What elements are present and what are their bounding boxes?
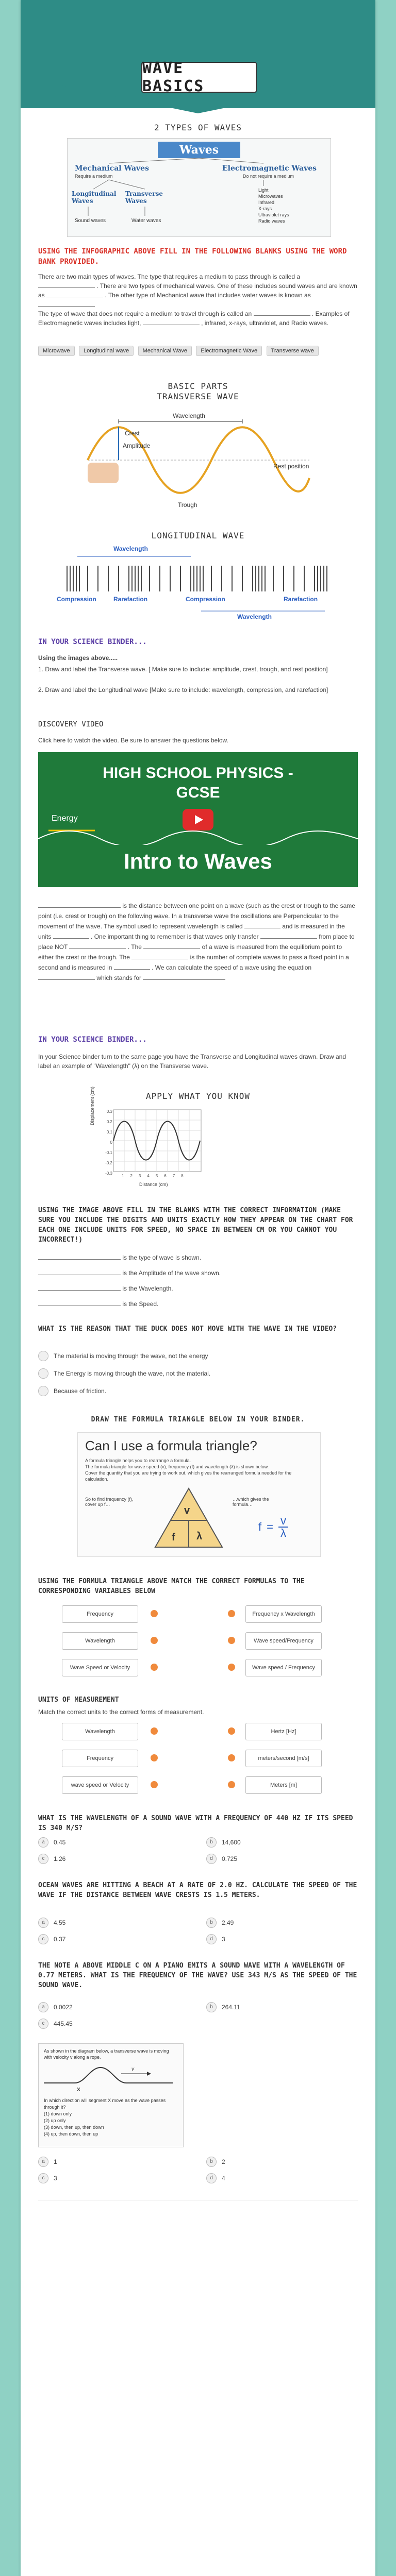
triangle-title: Can I use a formula triangle?	[85, 1438, 257, 1453]
match-connector-dot[interactable]	[228, 1727, 235, 1735]
q1-option-a[interactable]	[38, 1837, 65, 1848]
fill-text: . The other type of Mechanical wave that includes water waves is known as	[105, 292, 311, 299]
apply-question-heading: USING THE IMAGE ABOVE FILL IN THE BLANKS WITH THE CORRECT INFORMATION (MAKE SURE YOU INCLUDE THE DIGITS AND UNITS EXACTLY HOW THEY APPEAR ON THE CHART FOR EACH ONE INCLUDE UNITS FOR SPEED, NO SPACE IN BETWEEN CM OR YOU CANNOT YOU INCORRECT!)	[38, 1207, 353, 1244]
trough-label: Trough	[178, 501, 197, 509]
triangle-f: f	[172, 1532, 175, 1543]
triangle-lambda: λ	[196, 1531, 203, 1542]
q4-x-label: X	[77, 2087, 80, 2093]
radio-icon[interactable]: a	[38, 2002, 48, 2012]
match-1-heading: USING THE FORMULA TRIANGLE ABOVE MATCH THE CORRECT FORMULAS TO THE CORRESPONDING VARIABLES BELOW	[38, 1578, 305, 1595]
option-text: 2.49	[222, 1919, 234, 1926]
q2-heading: OCEAN WAVES ARE HITTING A BEACH AT A RATE OF 2.0 HZ. CALCULATE THE SPEED OF THE WAVE IF THE DISTANCE BETWEEN WAVE CRESTS IS 1.5 METERS.	[38, 1882, 357, 1899]
q4-rope-drawing	[44, 2062, 178, 2093]
result-eq: =	[267, 1520, 273, 1533]
video-instruction[interactable]: Click here to watch the video. Be sure to answer the questions below.	[38, 737, 228, 744]
x-tick: 1	[122, 1174, 124, 1178]
triangle-desc-line: Cover the quantity that you are trying to work out, which gives the rearranged formula needed for the calculation.	[85, 1470, 292, 1482]
q2-option-a[interactable]	[38, 1918, 65, 1928]
fill-text: of a wave is measured from the equilibrium point to either the crest or the trough. The	[38, 943, 342, 961]
rest-position-label: Rest position	[273, 463, 309, 470]
match-2-heading: UNITS OF MEASUREMENT	[38, 1696, 119, 1704]
q4-option-b[interactable]	[206, 2157, 225, 2167]
y-tick: 0	[110, 1140, 112, 1145]
em-item: X-rays	[258, 206, 272, 211]
radio-icon[interactable]	[38, 1351, 48, 1361]
word-bank	[38, 344, 348, 358]
longitudinal-heading: LONGITUDINAL WAVE	[151, 531, 245, 540]
apply-x-ticks	[122, 1174, 184, 1178]
transverse-diagram	[77, 406, 320, 514]
blank-input[interactable]	[53, 932, 89, 939]
radio-icon[interactable]: d	[206, 2173, 217, 2183]
blank-input[interactable]	[143, 973, 225, 980]
option-text: 4.55	[54, 1919, 66, 1926]
fill-paragraph-1	[38, 272, 358, 309]
apply-line-1	[38, 1253, 358, 1262]
fill-text: is the number of complete waves to pass a fixed point in a second and is measured in	[38, 954, 349, 971]
fill-text: which stands for	[96, 974, 142, 981]
triangle-desc-line: The formula triangle for wave speed (v), frequency (f) and wavelength (λ) is shown below.	[85, 1464, 269, 1469]
radio-icon[interactable]: c	[38, 1854, 48, 1864]
radio-icon[interactable]: d	[206, 1934, 217, 1944]
blank-input[interactable]	[143, 942, 200, 949]
blank-input[interactable]	[38, 901, 121, 908]
crest-label: Crest	[125, 430, 140, 437]
binder-item-1: 1. Draw and label the Transverse wave. [ Make sure to include: amplitude, crest, trough, and rest position]	[38, 666, 328, 673]
option-text: The Energy is moving through the wave, not the material.	[54, 1370, 211, 1377]
q1-option-c[interactable]	[38, 1854, 65, 1864]
blank-input[interactable]	[69, 942, 126, 949]
option-text: 445.45	[54, 2020, 73, 2027]
apply-y-label: Displacement (cm)	[90, 1086, 95, 1125]
types-heading: 2 TYPES OF WAVES	[154, 123, 242, 132]
option-text: 1.26	[54, 1855, 66, 1862]
radio-icon[interactable]: b	[206, 1918, 217, 1928]
match-connector-dot[interactable]	[228, 1610, 235, 1617]
waves-title: Waves	[158, 142, 240, 158]
q1-heading: WHAT IS THE WAVELENGTH OF A SOUND WAVE WITH A FREQUENCY OF 440 HZ IF ITS SPEED IS 340 M/S?	[38, 1815, 353, 1832]
triangle-side-1: So to find frequency (f), cover up f…	[85, 1497, 134, 1507]
match-connector-dot[interactable]	[228, 1754, 235, 1761]
option-text: 3	[54, 2175, 57, 2182]
apply-heading: APPLY WHAT YOU KNOW	[145, 1091, 251, 1101]
apply-y-ticks	[101, 1107, 112, 1179]
longitudinal-diagram	[57, 545, 339, 622]
blank-input[interactable]	[38, 300, 95, 307]
triangle-desc	[85, 1458, 312, 1482]
fill-text: The type of wave that does not require a medium to travel through is called an	[38, 310, 252, 317]
fill-text: . We can calculate the speed of a wave using the equation	[152, 964, 312, 971]
q3-option-b[interactable]	[206, 2002, 240, 2012]
x-tick: 4	[147, 1174, 150, 1178]
q2-option-c[interactable]	[38, 1934, 65, 1944]
waves-infographic	[67, 138, 331, 237]
match-left-box[interactable]: Frequency	[62, 1750, 138, 1767]
infographic-connectors	[68, 139, 331, 236]
blank-input[interactable]	[260, 932, 317, 939]
mechanical-sub: Require a medium	[75, 174, 113, 179]
radio-icon[interactable]: c	[38, 1934, 48, 1944]
binder-heading-2: IN YOUR SCIENCE BINDER...	[38, 1036, 147, 1044]
em-item: Infrared	[258, 200, 275, 205]
y-tick: -0.1	[105, 1150, 112, 1155]
radio-icon[interactable]: c	[38, 2019, 48, 2029]
radio-icon[interactable]: b	[206, 2002, 217, 2012]
blank-input[interactable]	[38, 281, 95, 288]
duck-option-2[interactable]	[38, 1368, 210, 1379]
triangle-result	[258, 1515, 288, 1539]
word-chip[interactable]: Electromagnetic Wave	[196, 346, 262, 356]
triangle-heading: DRAW THE FORMULA TRIANGLE BELOW IN YOUR BINDER.	[91, 1416, 305, 1423]
result-fraction	[278, 1515, 288, 1539]
video-fill-paragraph	[38, 901, 358, 983]
x-tick: 2	[130, 1174, 133, 1178]
transverse-subheading: TRANSVERSE WAVE	[157, 392, 239, 401]
em-item: Ultraviolet rays	[258, 212, 289, 217]
match-left-box[interactable]: Wave Speed or Velocity	[62, 1659, 138, 1676]
match-right-box[interactable]: Wave speed / Frequency	[245, 1659, 322, 1676]
blank-input[interactable]	[38, 973, 95, 980]
apply-line-2	[38, 1268, 358, 1278]
match-left-box[interactable]: Wavelength	[62, 1723, 138, 1740]
electromagnetic-sub: Do not require a medium	[243, 174, 294, 179]
fill-text: . There are two types of mechanical waves. One of these includes sound waves and are known as	[38, 282, 357, 299]
match-connector-dot[interactable]	[151, 1781, 158, 1788]
duck-option-3[interactable]	[38, 1386, 106, 1396]
x-tick: 5	[155, 1174, 158, 1178]
option-text: 4	[222, 2175, 225, 2182]
em-examples-list	[258, 187, 289, 224]
apply-x-label: Distance (cm)	[139, 1182, 168, 1187]
video-energy-label: Energy	[52, 814, 78, 823]
word-chip[interactable]: Longitudinal wave	[79, 346, 134, 356]
option-text: 0.0022	[54, 2004, 73, 2011]
word-chip[interactable]: Mechanical Wave	[138, 346, 192, 356]
binder-heading-1: IN YOUR SCIENCE BINDER...	[38, 638, 147, 646]
x-tick: 7	[172, 1174, 175, 1178]
q2-option-b[interactable]	[206, 1918, 234, 1928]
fill-text: is the Amplitude of the wave shown.	[122, 1269, 221, 1277]
match-right-box[interactable]: Wave speed/Frequency	[245, 1632, 322, 1650]
duck-question: WHAT IS THE REASON THAT THE DUCK DOES NOT MOVE WITH THE WAVE IN THE VIDEO?	[38, 1325, 337, 1333]
sound-waves-label: Sound waves	[75, 218, 106, 224]
q4-image	[38, 2043, 184, 2147]
radio-icon[interactable]: d	[206, 1854, 217, 1864]
em-item: Radio waves	[258, 218, 285, 224]
match-connector-dot[interactable]	[151, 1637, 158, 1644]
fill-paragraph-2	[38, 309, 358, 328]
option-text: 3	[222, 1936, 225, 1943]
fill-text: and is measured in the units	[38, 923, 345, 940]
basic-parts-heading: BASIC PARTS	[168, 381, 228, 391]
option-text: 0.37	[54, 1936, 66, 1943]
x-tick: 8	[181, 1174, 184, 1178]
triangle-shape	[150, 1484, 227, 1551]
option-text: The material is moving through the wave, not the energy	[54, 1352, 208, 1360]
compression-right-label: Compression	[186, 596, 225, 603]
q4-v-label: v	[131, 2066, 134, 2072]
video-line-1: HIGH SCHOOL PHYSICS -	[103, 765, 293, 782]
worksheet-page	[21, 0, 375, 2576]
option-text: 0.45	[54, 1839, 66, 1846]
q4-option-d[interactable]	[206, 2173, 225, 2183]
page-title: WAVE BASICS	[141, 62, 257, 93]
radio-icon[interactable]	[38, 1368, 48, 1379]
match-left-box[interactable]: Wavelength	[62, 1632, 138, 1650]
q3-heading: THE NOTE A ABOVE MIDDLE C ON A PIANO EMITS A SOUND WAVE WITH A WAVELENGTH OF 0.77 METERS. WHAT IS THE FREQUENCY OF THE WAVE? USE 343 M/S AS THE SPEED OF THE SOUND WAVE.	[38, 1962, 357, 1989]
word-chip[interactable]: Microwave	[38, 346, 75, 356]
apply-line-3	[38, 1284, 358, 1293]
blank-input[interactable]	[131, 953, 188, 959]
blank-input[interactable]	[38, 1299, 121, 1306]
duck-option-1[interactable]	[38, 1351, 208, 1361]
radio-icon[interactable]: b	[206, 2157, 217, 2167]
water-waves-label: Water waves	[131, 218, 161, 224]
radio-icon[interactable]: a	[38, 1837, 48, 1848]
x-tick: 6	[164, 1174, 167, 1178]
match-left-box[interactable]: wave speed or Velocity	[62, 1776, 138, 1794]
triangle-v: v	[184, 1505, 190, 1516]
transverse-label: Transverse Waves	[125, 190, 163, 205]
q4-option-c[interactable]	[38, 2173, 57, 2183]
binder-2-text: In your Science binder turn to the same page you have the Transverse and Longitudinal waves drawn. Draw and label an example of "Wavelength" (λ) on the Transverse wave.	[38, 1053, 346, 1070]
fill-text: There are two main types of waves. The type that requires a medium to pass through is called a	[38, 273, 301, 280]
fill-text: , infrared, x-rays, ultraviolet, and Radio waves.	[201, 319, 328, 327]
y-tick: -0.3	[105, 1171, 112, 1176]
rarefaction-left-label: Rarefaction	[113, 596, 148, 603]
fill-text: . The	[127, 943, 142, 951]
y-tick: 0.3	[106, 1109, 112, 1114]
fill-text: . Examples of Electromagnetic waves includes light,	[38, 310, 350, 327]
match-left-box[interactable]: Frequency	[62, 1605, 138, 1623]
y-tick: 0.1	[106, 1130, 112, 1134]
option-text: Because of friction.	[54, 1387, 107, 1395]
match-connector-dot[interactable]	[228, 1781, 235, 1788]
play-button[interactable]	[183, 809, 213, 831]
formula-triangle-image	[77, 1432, 321, 1557]
wavelength-bottom-label: Wavelength	[237, 613, 272, 620]
match-connector-dot[interactable]	[151, 1727, 158, 1735]
em-item: Light	[258, 188, 269, 193]
match-connector-dot[interactable]	[151, 1664, 158, 1671]
q4-image-line: (2) up only	[44, 2118, 66, 2123]
fill-text: is the distance between one point on a wave (such as the crest or trough to the same point (i.e. crest or trough) on the following wave. In a transverse wave the oscillations are Perpendicular to the movement of the wave. The symbol used to represent wavelength is called	[38, 902, 355, 930]
radio-icon[interactable]: b	[206, 1837, 217, 1848]
word-chip[interactable]: Transverse wave	[267, 346, 319, 356]
match-right-box[interactable]: Frequency x Wavelength	[245, 1605, 322, 1623]
longitudinal-wave-drawing	[57, 545, 339, 622]
transverse-wave-drawing	[77, 406, 320, 514]
blank-input[interactable]	[38, 1284, 121, 1291]
result-top: v	[278, 1515, 288, 1528]
q3-option-c[interactable]	[38, 2019, 73, 2029]
video-title: Intro to Waves	[124, 849, 272, 873]
option-text: 2	[222, 2158, 225, 2165]
q1-option-b[interactable]	[206, 1837, 241, 1848]
binder-item-2: 2. Draw and label the Longitudinal wave [Make sure to include: wavelength, compression, and rarefaction]	[38, 686, 328, 693]
blank-input[interactable]	[46, 291, 103, 297]
option-text: 264.11	[222, 2004, 240, 2011]
option-text: 14,600	[222, 1839, 241, 1846]
blank-input[interactable]	[143, 318, 200, 325]
match-right-box[interactable]: Hertz [Hz]	[245, 1723, 322, 1740]
radio-icon[interactable]: c	[38, 2173, 48, 2183]
blank-input[interactable]	[38, 1268, 121, 1275]
match-2-sub: Match the correct units to the correct forms of measurement.	[38, 1708, 204, 1716]
apply-line-4	[38, 1299, 358, 1309]
electromagnetic-label: Electromagnetic Waves	[222, 164, 317, 173]
triangle-desc-line: A formula triangle helps you to rearrange a formula.	[85, 1458, 191, 1463]
video-thumbnail[interactable]	[38, 752, 358, 887]
fill-text: from place to place NOT	[38, 933, 355, 951]
q4-image-line: (1) down only	[44, 2111, 72, 2116]
q1-option-d[interactable]	[206, 1854, 237, 1864]
fill-heading: USING THE INFOGRAPHIC ABOVE FILL IN THE FOLLOWING BLANKS USING THE WORD BANK PROVIDED.	[38, 247, 347, 266]
match-connector-dot[interactable]	[228, 1664, 235, 1671]
q4-image-line: In which direction will segment X move as the wave passes through it?	[44, 2098, 166, 2110]
fill-text: is the Wavelength.	[122, 1285, 173, 1292]
rarefaction-right-label: Rarefaction	[284, 596, 318, 603]
fill-text: is the Speed.	[122, 1300, 159, 1308]
fill-text: . One important thing to remember is that waves only transfer	[91, 933, 259, 940]
match-right-box[interactable]: meters/second [m/s]	[245, 1750, 322, 1767]
option-text: 1	[54, 2158, 57, 2165]
video-heading: DISCOVERY VIDEO	[38, 720, 104, 728]
match-right-box[interactable]: Meters [m]	[245, 1776, 322, 1794]
q4-option-a[interactable]	[38, 2157, 57, 2167]
blank-input[interactable]	[244, 922, 280, 928]
compression-left-label: Compression	[57, 596, 96, 603]
y-tick: -0.2	[105, 1161, 112, 1165]
blank-input[interactable]	[254, 309, 310, 316]
q2-option-d[interactable]	[206, 1934, 225, 1944]
match-connector-dot[interactable]	[151, 1754, 158, 1761]
q3-option-a[interactable]	[38, 2002, 73, 2012]
result-bottom: λ	[280, 1527, 286, 1539]
wavelength-top-label: Wavelength	[113, 545, 148, 552]
blank-input[interactable]	[38, 1253, 121, 1260]
wavelength-label: Wavelength	[173, 412, 205, 419]
q4-image-text-1: As shown in the diagram below, a transverse wave is moving with velocity v along a rope.	[44, 2048, 169, 2060]
radio-icon[interactable]: a	[38, 1918, 48, 1928]
em-item: Microwaves	[258, 194, 283, 199]
x-tick: 3	[138, 1174, 141, 1178]
match-connector-dot[interactable]	[151, 1610, 158, 1617]
binder-intro: Using the images above.....	[38, 654, 118, 662]
radio-icon[interactable]: a	[38, 2157, 48, 2167]
blank-input[interactable]	[114, 963, 150, 970]
result-f: f	[258, 1520, 262, 1533]
q4-image-line: (4) up, then down, then up	[44, 2131, 98, 2137]
triangle-side-2: …which gives the formula…	[233, 1497, 269, 1507]
fill-text: is the type of wave is shown.	[122, 1254, 202, 1261]
y-tick: 0.2	[106, 1120, 112, 1124]
video-line-2: GCSE	[176, 784, 220, 801]
longitudinal-label: Longitudinal Waves	[72, 190, 117, 205]
amplitude-label: Amplitude	[123, 442, 151, 449]
q4-image-questions	[44, 2097, 178, 2138]
radio-icon[interactable]	[38, 1386, 48, 1396]
q4-image-line: (3) down, then up, then down	[44, 2125, 104, 2130]
match-connector-dot[interactable]	[228, 1637, 235, 1644]
mechanical-label: Mechanical Waves	[75, 164, 149, 173]
option-text: 0.725	[222, 1855, 238, 1862]
